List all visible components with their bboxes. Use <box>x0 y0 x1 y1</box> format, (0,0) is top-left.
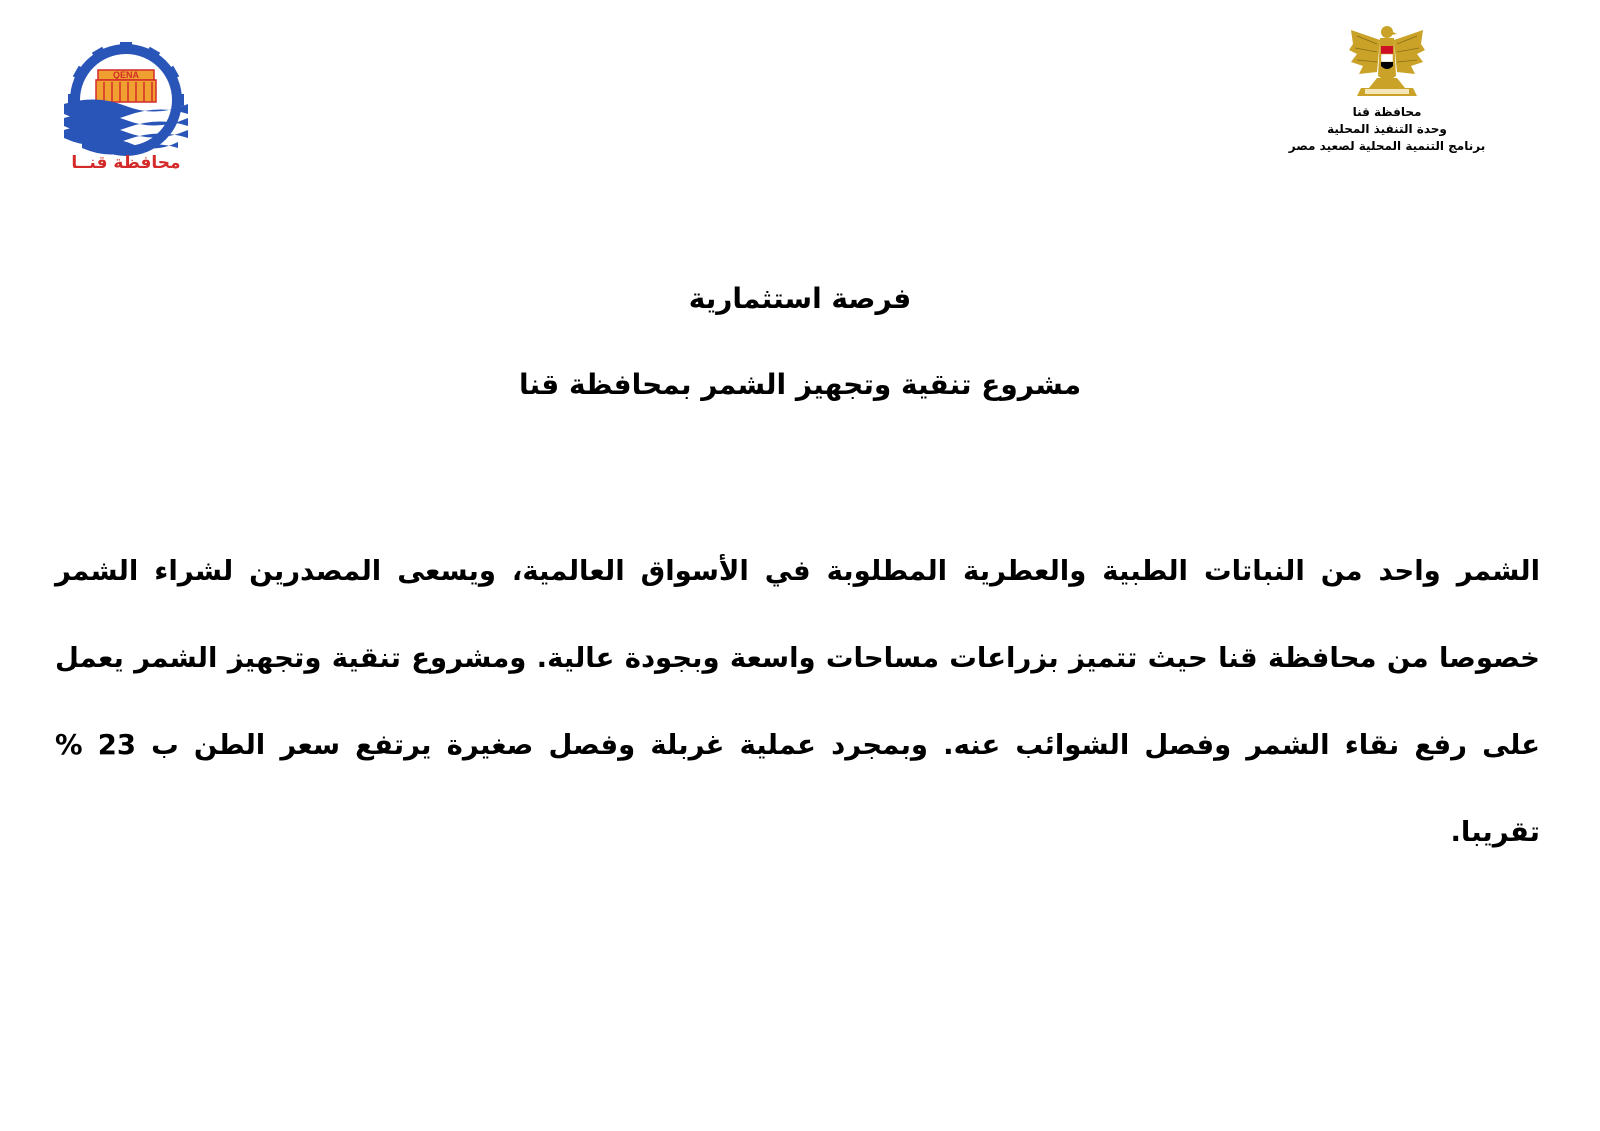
organization-header <box>1282 22 1492 155</box>
org-line-program: برنامج التنمية المحلية لصعيد مصر <box>1288 139 1486 153</box>
document-body-paragraph: الشمر واحد من النباتات الطبية والعطرية المطلوبة في الأسواق العالمية، ويسعى المصدرين لشراء الشمر خصوصا من محافظة قنا حيث تتميز بزراعات مساحات واسعة وبجودة عالية. ومشروع تنقية وتجهيز الشمر يعمل على رفع نقاء الشمر وفصل الشوائب عنه. وبمجرد عملية غربلة وفصل صغيرة يرتفع سعر الطن ب 23 % تقريبا. <box>55 555 1540 848</box>
qena-logo-arabic-text: محافظة قنــا <box>71 153 181 172</box>
qena-governorate-logo <box>62 42 190 172</box>
document-title: فرصة استثمارية <box>688 282 912 315</box>
egypt-eagle-emblem-icon <box>1347 22 1427 104</box>
org-line-governorate: محافظة قنا <box>1352 105 1422 119</box>
document-subtitle: مشروع تنقية وتجهيز الشمر بمحافظة قنا <box>518 368 1082 401</box>
org-line-implementation-unit: وحدة التنفيذ المحلية <box>1327 122 1447 136</box>
qena-logo-latin-text: QENA <box>112 70 140 80</box>
